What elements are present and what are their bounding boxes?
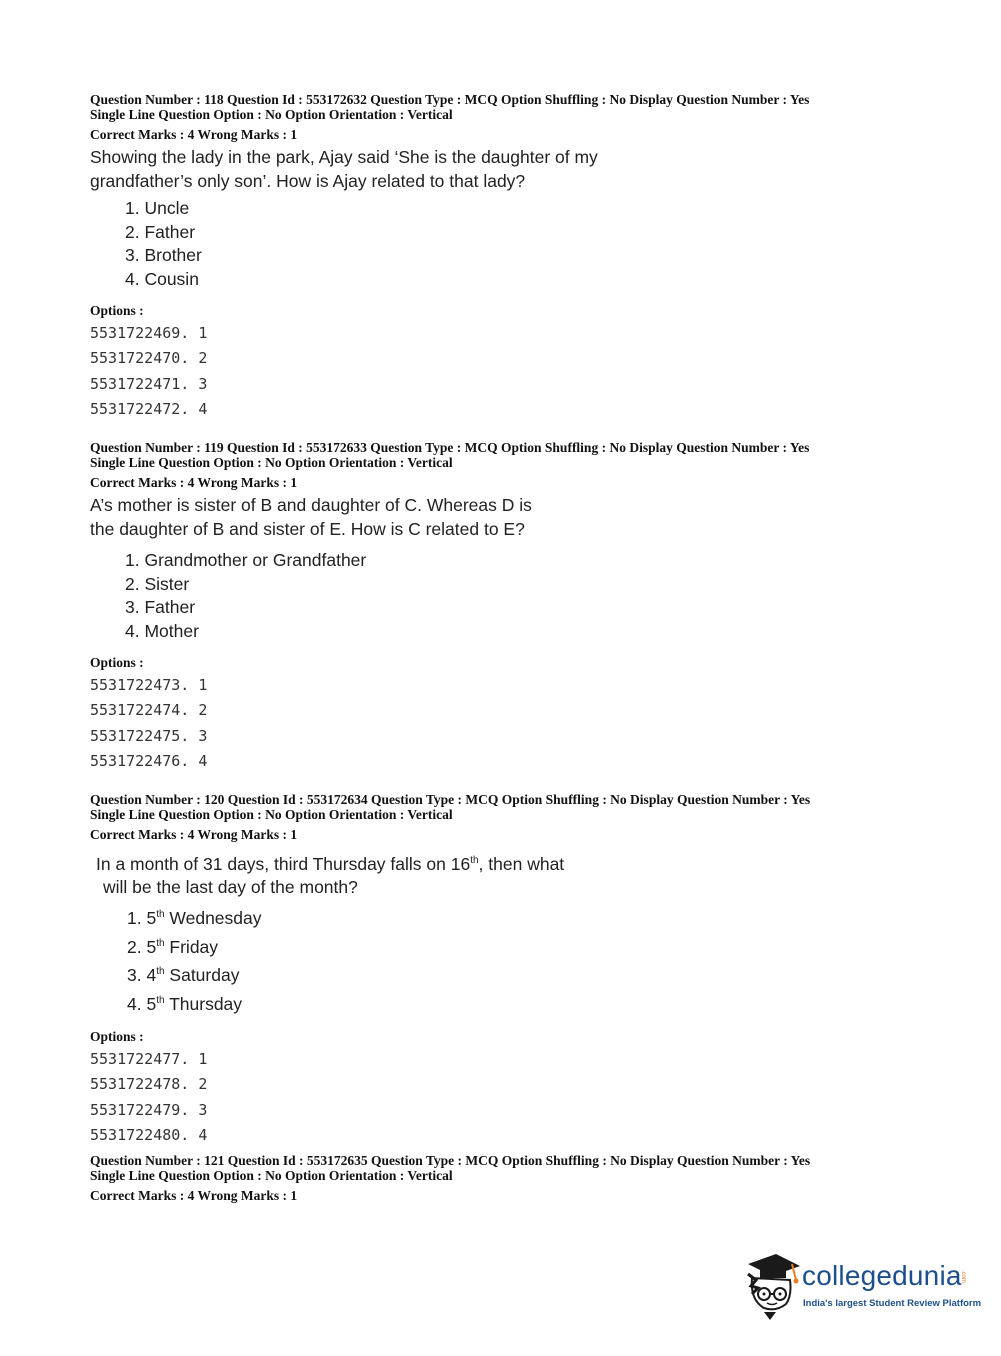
option-id: 5531722476. 4 (90, 751, 208, 770)
brand-tagline: India's largest Student Review Platform (803, 1298, 982, 1309)
choice-item: 4. Mother (125, 620, 199, 641)
option-id: 5531722470. 2 (90, 349, 208, 368)
question-119 (90, 440, 920, 774)
choice-item: 2. Sister (125, 573, 190, 594)
question-meta: Question Number : 120 Question Id : 553172634 Question Type : MCQ Option Shuffling : No Display Question Number : Yes Single Line Question Option : No Option Orientation : Vertical (90, 792, 811, 822)
option-id: 5531722477. 1 (90, 1050, 208, 1069)
options-label: Options : (90, 655, 144, 670)
choice-item: 4. Cousin (125, 268, 199, 289)
option-id: 5531722471. 3 (90, 374, 208, 393)
choice-item: 2. Father (125, 221, 196, 242)
marks-line: Correct Marks : 4 Wrong Marks : 1 (90, 127, 298, 142)
option-id: 5531722472. 4 (90, 399, 208, 418)
option-id: 5531722469. 1 (90, 324, 208, 342)
brand-dotcom: .com (960, 1270, 966, 1284)
question-meta: Question Number : 118 Question Id : 553172632 Question Type : MCQ Option Shuffling : No Display Question Number : Yes Single Line Question Option : No Option Orientation : Vertical (90, 92, 810, 122)
question-120 (90, 792, 920, 1148)
question-meta: Question Number : 119 Question Id : 553172633 Question Type : MCQ Option Shuffling : No Display Question Number : Yes Single Line Question Option : No Option Orientation : Vertical (90, 440, 810, 470)
choice-list (125, 197, 920, 291)
choice-item: 1. 5th Wednesday (127, 907, 262, 928)
brand-name: collegedunia (802, 1260, 962, 1291)
option-id-list (90, 1047, 920, 1148)
choice-item: 3. 4th Saturday (127, 965, 240, 986)
option-id: 5531722475. 3 (90, 726, 208, 745)
marks-line: Correct Marks : 4 Wrong Marks : 1 (90, 827, 298, 842)
question-text: In a month of 31 days, third Thursday falls on 16th, then what will be the last day of the month? (96, 853, 565, 898)
choice-item: 3. Brother (125, 245, 202, 265)
option-id: 5531722474. 2 (90, 701, 208, 720)
question-meta: Question Number : 121 Question Id : 553172635 Question Type : MCQ Option Shuffling : No Display Question Number : Yes Single Line Question Option : No Option Orientation : Vertical (90, 1153, 811, 1183)
option-id: 5531722480. 4 (90, 1126, 208, 1145)
choice-item: 1. Uncle (125, 198, 190, 218)
question-text: A’s mother is sister of B and daughter of C. Whereas D is the daughter of B and sister of E. How is C related to E? (90, 495, 532, 539)
collegedunia-logo (742, 1250, 982, 1325)
option-id: 5531722478. 2 (90, 1075, 208, 1094)
choice-item: 4. 5th Thursday (127, 994, 243, 1015)
choice-item: 3. Father (125, 597, 196, 617)
question-text: Showing the lady in the park, Ajay said ‘She is the daughter of my grandfather’s only son’. How is Ajay related to that lady? (90, 147, 598, 191)
option-id-list (90, 321, 920, 422)
options-label: Options : (90, 1029, 144, 1045)
option-id-list (90, 673, 920, 774)
marks-line: Correct Marks : 4 Wrong Marks : 1 (90, 1188, 298, 1203)
choice-list (125, 549, 920, 643)
choice-list (127, 902, 920, 1017)
choice-item: 2. 5th Friday (127, 936, 219, 957)
choice-item: 1. Grandmother or Grandfather (125, 550, 367, 570)
question-118 (90, 92, 920, 422)
mascot-graduation-cap-icon (742, 1250, 802, 1325)
question-121 (90, 1153, 920, 1204)
option-id: 5531722473. 1 (90, 676, 208, 694)
option-id: 5531722479. 3 (90, 1100, 208, 1119)
options-label: Options : (90, 303, 144, 318)
marks-line: Correct Marks : 4 Wrong Marks : 1 (90, 475, 298, 490)
